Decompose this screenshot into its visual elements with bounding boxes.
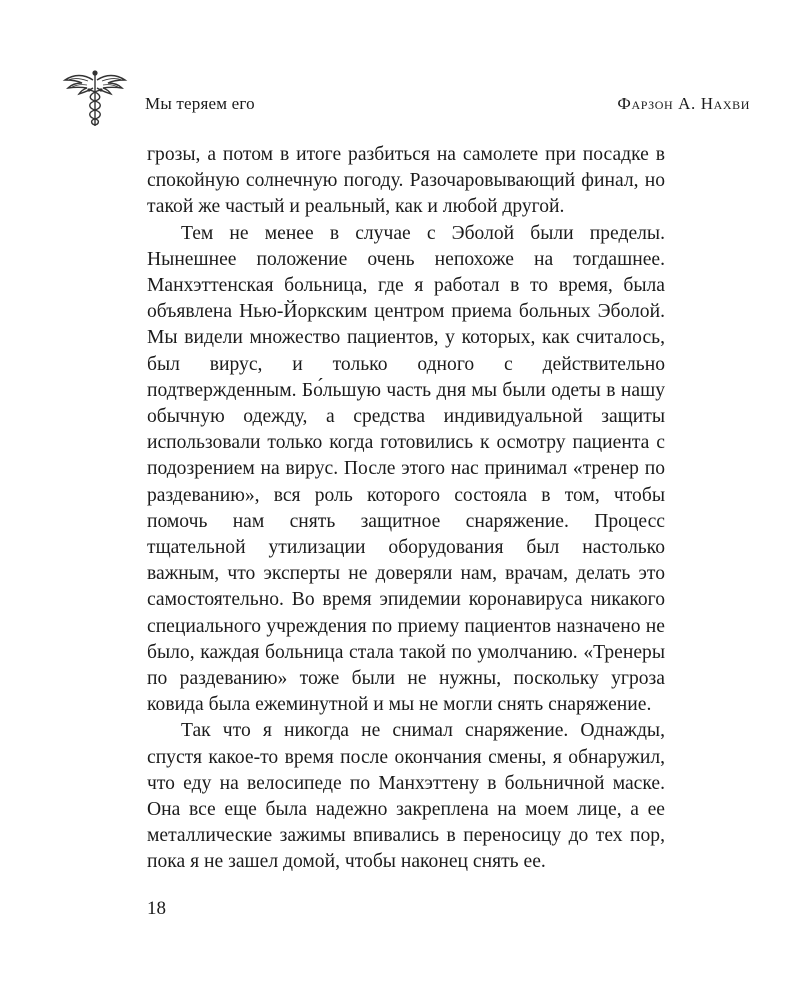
body-text	[147, 142, 665, 876]
running-author: Фарзон А. Нахви	[617, 94, 750, 113]
paragraph-2: Тем не менее в случае с Эболой были пределы. Нынешнее положение очень непохоже на тогдашнее. Манхэттенская больница, где я работал в то время, была объявлена Нью-Йоркским центром приема больных Эболой. Мы видели множество пациентов, у которых, как считалось, был вирус, и только одного с действительно подтвержденным. Бо́льшую часть дня мы были одеты в нашу обычную одежду, а средства индивидуальной защиты использовали только когда готовились к осмотру пациента с подозрением на вирус. После этого нас принимал «тренер по раздеванию», вся роль которого состояла в том, чтобы помочь нам снять защитное снаряжение. Процесс тщательной утилизации оборудования был настолько важным, что эксперты не доверяли нам, врачам, делать это самостоятельно. Во время эпидемии коронавируса никакого специального учреждения по приему пациентов назначено не было, каждая больница стала такой по умолчанию. «Тренеры по раздеванию» тоже были не нужны, поскольку угроза ковида была ежеминутной и мы не могли снять снаряжение.	[147, 222, 665, 716]
paragraph-1: грозы, а потом в итоге разбиться на самолете при посадке в спокойную солнечную погоду. Разочаровывающий финал, но такой же частый и реальный, как и любой другой.	[147, 144, 665, 218]
paragraph-3: Так что я никогда не снимал снаряжение. Однажды, спустя какое-то время после окончания смены, я обнаружил, что еду на велосипеде по Манхэттену в больничной маске. Она все еще была надежно закреплена на моем лице, а ее металлические зажимы впивались в переносицу до тех пор, пока я не зашел домой, чтобы наконец снять ее.	[147, 720, 665, 873]
caduceus-icon	[60, 68, 130, 128]
page-header	[60, 68, 750, 128]
page-number: 18	[147, 898, 166, 919]
running-title: Мы теряем его	[145, 94, 255, 113]
